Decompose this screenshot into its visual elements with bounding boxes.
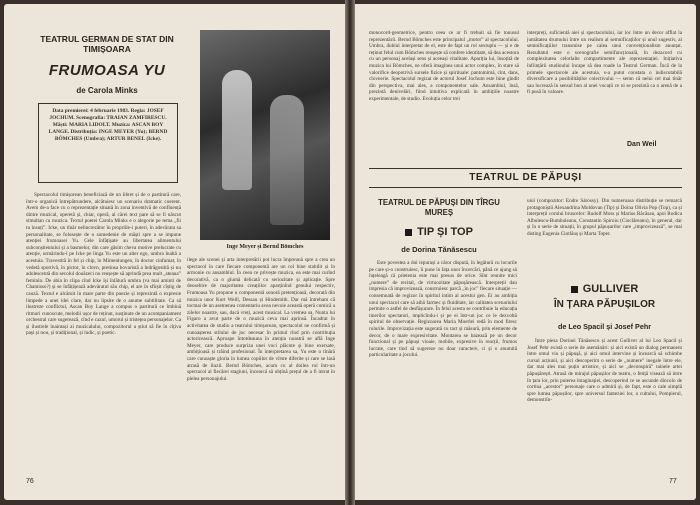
top-column-2: interpreți, suficientă aiei și spectacolului, iar loc între un decor afflat la jumătatea drumului între un realism al semnificațiilor și unul sugestiv, al semnificațiilor transmise pe calea unui convenționalism anunțat. Rezultatul este o scenografie semifuncțională, în dezacord cu complexitatea celorlalte compartimente ale reprezentației. Inițiativa înființării studioului încape să dea roade la Teatrul German. Încă de la primele spectacole ale acestuia, s-a putut constata o indiscutabilă diversificare a posibilităților colectivului — semn că nelui cel mai tînăr sau lucrează în sensul bun al unei vocații ce ni se prezintă ca o arenă de a fi pusă în valoare. — [527, 30, 682, 96]
banner-rule-top — [369, 168, 682, 169]
theatre-header: TEATRUL DE PĂPUȘI DIN TÎRGU MUREȘ — [378, 198, 500, 217]
right-page — [355, 4, 696, 500]
body-column-2: ilege ale scenei și arta interpretării pot lucra împreună spre a crea un spectacol în care fiecare componentă are un rol bine stabilit și în armonie cu ansamblul. În ceea ce privește muzica, ea este mai curînd decorativă, ca o glumă delicată cu seriozitate și aplicație. Spre deosebire de majoritatea creațiilor aparținînd genului respectiv, Frumoasa Yu propune o componentă sonoră pretențioasă, decorată din muzica unor Kurt Weill, Dessau și Hindemith. Dar mă întrebam că tocmai de un asemenea comentariu avea nevoie această operă comică a zilelor noastre, sau, dacă vreți, acest musical. La vremea sa, Nunta lui Figaro a avut parte de o muzică ceva mai aprinsă. Încadrat în activitatea de studio a teatrului timișorean, spectacolul ne confirmă și cunoașterea stilului de joc necesar în primul rînd prin contribuția actoricească. Aproape întotdeauna în atenția noastră se află Inge Meyer, care produce surpriza unei voci plăcute și bine exersate, ambițioasă și trăind profesional. În interpretarea sa, Yu este o tînără care cunoaște gloria în lumea copiilor de vîrste diferite și care se lasă atrasă de iluzii. Bernd Bömches, acum cu al doilea rol într-un spectacol al fiecărei stagiuni, încearcă să obțină prețul de a fi intrat în pielea personajului. — [187, 257, 335, 382]
banner-rule-bottom — [369, 187, 682, 188]
square-bullet-icon — [405, 229, 412, 236]
play1-title-text: TIP ȘI TOP — [417, 226, 473, 238]
play1-title — [369, 226, 509, 238]
play2-body: Între piesa Dorinei Tănăsescu și acest Gulliver al lui Leo Spacil și Josef Pehr există o serie de asemănări: și aici există un dialog permanent între omul viu și păpușă, și aici omul intervine și încearcă să schimbe cursul acțiunii, și aici descoperim o serie de „numere” inegale între ele, dar mai ales mai puțin artistice, și aici se „deconspiră” tainele artei păpușărești. Atrasă de mirajul păpușilor de teatru, o fetiță visează să intre în țara lor, prin puterea imaginației, descoperind ce se ascunde dincolo de cortina „acestor” personaje care o admiră și, de fapt, este o cale simplă spre lumea păpușilor, spre universul fanteziei lor, a cultului, Pompierul, demonstrîn- — [527, 338, 682, 404]
book-gutter — [345, 0, 355, 505]
review-signature: Dan Weil — [627, 141, 657, 148]
section-title: TEATRUL GERMAN DE STAT DIN TIMIȘOARA — [40, 34, 174, 54]
photo-caption: Inge Meyer și Bernd Bömches — [226, 244, 304, 250]
square-bullet-icon — [571, 286, 578, 293]
play2-title-line2: ÎN ȚARA PĂPUȘILOR — [553, 299, 656, 310]
actress-figure — [222, 70, 252, 190]
section-banner: TEATRUL DE PĂPUȘI — [469, 172, 582, 183]
left-page-number: 76 — [26, 478, 34, 485]
credits-text: Data premierei: 4 februarie 1983. Regia: JOSEF JOCHUM. Scenografia: TRAIAN ZAMFIRESCU. Măști: MARIA LIDOLT. Muzica: ASCAN BOY LANGE. Distribuția: INGE MEYER (Yu); BERND BÖMCHES (Umbra); ARTUR BENEL (Icke). — [48, 108, 168, 142]
play2-author: de Leo Spacil și Josef Pehr — [557, 322, 652, 331]
play1-author: de Dorina Tănăsescu — [401, 245, 477, 254]
right-column-2-top: unii (compozitor: Endre Sárossy). Din numeroasa distribuție se remarcă protagoniștii Alexandrina Moldovan (Tip) și Doina Olivia Pop (Top), ca și interpreții corului bruscelor: Rudolf Moss și Marius Răcăsan, apoi Rodica Albulescu-Bumbuleanu, Constantin Spiroiu (Cioclâreanu), în general, dar și în o serie de situații, în grupul păpușarilor care „improvizează”, se mai disting Eugenia Ciotlăuș și Marta Toper. — [527, 198, 682, 237]
play-author: de Carola Minks — [76, 86, 138, 95]
play2-title-text: GULLIVER — [582, 283, 639, 295]
top-column-1: monocord-geometrice, pentru ceea ce ar fi trebuit să fie tonusul reprezentării. Bernd Bömches este principalul „motor” al spectacolului. Umbra, dublul interpretat de el, este de fapt un rol sextuplu — și e de reținut felul cum Bömches reușește să confere identitate, să dea acestora cu un personaj același sens și aceeași vitalitate. Apariția lui, însoțită de muzica lui Bömches, ne oferă imaginea unui actor complex, în stare să valorifice deopotrivă sursele fizice și spirituale: pantomimă, cînt, dans, clovnerie. Spectacolul regizat de actorul Josef Jochum este bine gîndit din perspectiva, mai ales, a componentelor sale. Ansamblul, însă, prezintă denivelări, fiind intuitiva explicată în ambițiile noastre experimentale, de studio. Evoluția celor trei — [369, 30, 519, 102]
actor-figure — [270, 95, 304, 225]
production-photo — [200, 30, 330, 240]
body-column-1: Spectacolul timișorean beneficiază de un libret și de o partitură care, într-o organică întrepătrundere, alcătuiesc un scenariu dramatic coerent. Avem de-a face cu o reprezentație situată în zona inventivă de confluență dintre muzical, operetă și, chiar, operă, al cărei text pare să se fi născut simultan cu muzica. Textul poetei Carola Minks e o alegorie pe tema „fii tu însuți”. Icke, un tînăr nelincrezător în propriile-i puteri, în adevărata sa personalitate, se folosește de o sumedenie de măști spre a se impune atenției frumoasei Yu. Cele înfățișate au libertatea alimentului subconștientului și a basmelor, din care găsim cheva motive prelucrate cu atenție, urmărindu-l pe Icke pe linga Yu este un alter ego, umbra înaltă a acestuia. Travestită în fel și chip, în Mimenlungen, în doctor cinfumat, în vedetă sportivă, în pictor, în clovn, pretinsa bovaristă a îndrăgostită și nu adolescentă din secolul douăzeci nu reușește să aprindă prea mult „steaua” feminin. De abia în clipa cînd Icke își înlătură umbra (va mai aminti de Chamisso?) și se înfățișează adevăratul său chip, el are în sfîrșit cîștig de cauză. Textul e alcătuit în mare parte din poezie și reprezintă o expresie limpede a unei idei clare, dar nu lipsite de o anume subtilitate. Ca să ilustreze conflictul, Ascan Boy Lange a compus o partitură ce îmbină ritmuri cunoscute, melodii ușor de reținut, susținute de un acompaniament orchestral care sugerează, cînd e cazul, umorul și tristețea personajelor. Ca și ilustrele înaintași ai muzicalului, compozitorul a știut să fie în cîțiva pași și nou, și tradițional, și ludic, și poetic. — [26, 192, 181, 337]
credits-box — [38, 103, 178, 183]
play1-body: Este povestea a doi iepurași a căror dispută, în legătură cu locurile pe care și-o construiesc, îi pune în fața unor încercări, până ce ajung să înțeleagă că prietenia este mai presus de orice. Sînt reunite mici „numere” de recital, de virtuozitate păpușărească. Interpreții dau impresia că improvizează, construiesc parcă „în joc” fiecare situație — consemnată de regizor în spiritul intim al acestui gen. Ei au ambiția unui spectacol care să aibă farmec și fluiditate, iar calitatea scenariului permite o astfel de desfășurare. În felul acesta se contribuie la educația tinerilor spectatori, implicîndu-i și pe ei într-un joc ce le dezvoltă spiritul de observație. Regizoarea Maria Moerlei redă în mod firesc rolurile. Improvizația este sugerată cu tact și măsură, prin elemente de decor, de o mare expresivitate. Montarea se bazează pe un decor functional și pe păpuși vioaie, mobile, expresive în reacții, frumos lucrate, care tind să sugereze nu doar caractere, ci și o anumită particularitate a jocului. — [369, 260, 517, 359]
left-page — [4, 4, 345, 500]
play-title: FRUMOASA YU — [48, 62, 166, 79]
right-page-number: 77 — [669, 478, 677, 485]
play2-title-line1 — [527, 283, 682, 295]
